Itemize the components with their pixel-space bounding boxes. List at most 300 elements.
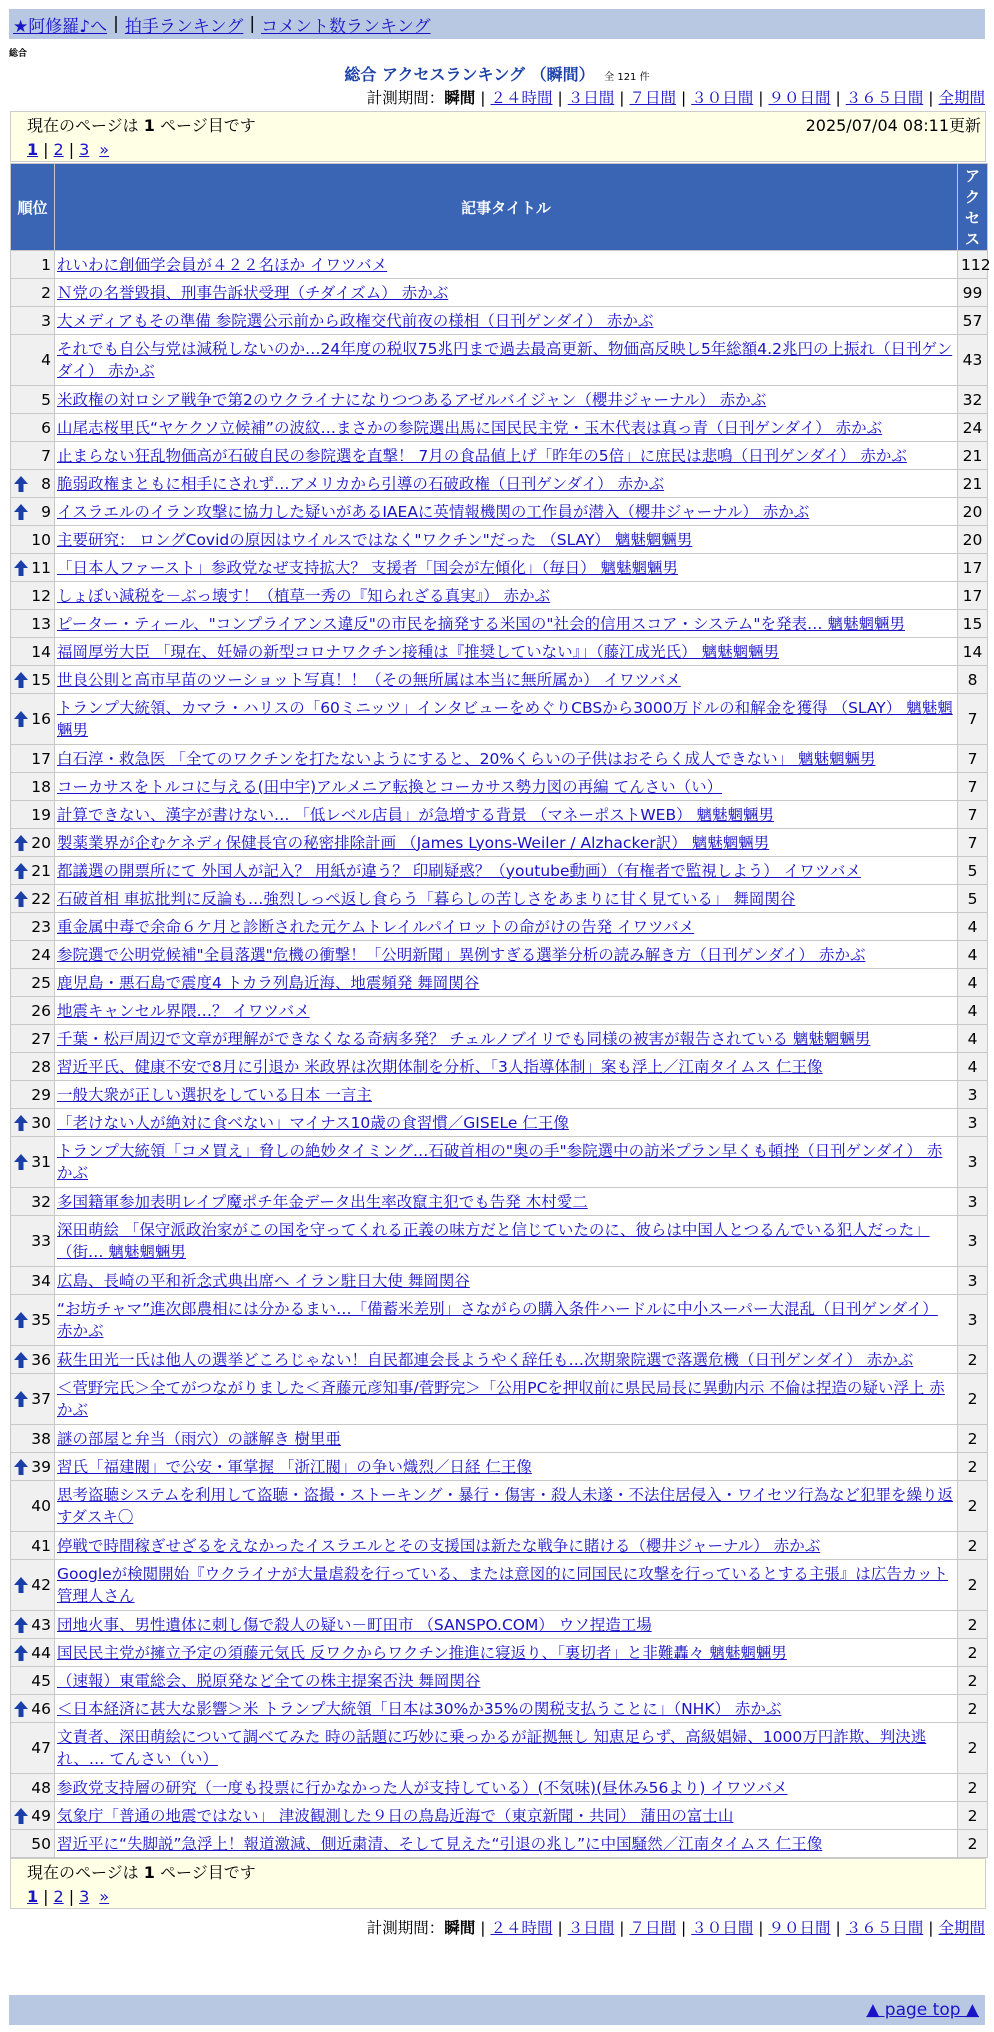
access-count: 2	[958, 1374, 988, 1425]
rank-number: 22	[31, 889, 51, 908]
article-title-link[interactable]: ＜菅野完氏＞全てがつながりました＜斉藤元彦知事/菅野完＞「公用PCを押収前に県民局長に異動内示 不倫は捏造の疑い浮上 赤かぶ	[57, 1379, 945, 1419]
period-separator: |	[480, 1919, 486, 1937]
title-cell	[55, 1774, 958, 1802]
period-option-link[interactable]: ３日間	[567, 1919, 615, 1937]
rank-cell	[11, 1267, 55, 1295]
pager-text-pre: 現在のページは	[27, 116, 144, 135]
article-title-link[interactable]: ＜日本経済に甚大な影響＞米 トランプ大統領「日本は30%か35%の関税支払うことに」（NHK） 赤かぶ	[57, 1699, 782, 1718]
period-option-link[interactable]: ９０日間	[768, 89, 831, 107]
rank-number: 32	[31, 1192, 51, 1211]
title-cell	[55, 582, 958, 610]
period-option-link[interactable]: ３０日間	[691, 89, 754, 107]
page-title	[0, 62, 994, 85]
pager-text-post: ページ目です	[154, 1863, 256, 1882]
rank-cell	[11, 1346, 55, 1374]
rank-cell	[11, 1295, 55, 1346]
rank-number: 38	[31, 1429, 51, 1448]
rank-cell	[11, 1025, 55, 1053]
pager-current-page: 1	[143, 1863, 155, 1882]
rank-header: 順位	[11, 164, 55, 251]
rank-number: 34	[31, 1271, 51, 1290]
table-row	[11, 1267, 988, 1295]
access-count: 4	[958, 969, 988, 997]
rank-number: 46	[31, 1699, 51, 1718]
article-title-link[interactable]: ピーター・ティール、"コンプライアンス違反"の市民を摘発する米国の"社会的信用スコア・システム"を発表… 魑魅魍魎男	[57, 614, 905, 633]
title-cell	[55, 610, 958, 638]
rank-up-arrow-icon	[14, 863, 28, 879]
rank-number: 36	[31, 1350, 51, 1369]
rank-cell	[11, 1639, 55, 1667]
pager-next-link[interactable]: »	[99, 1887, 110, 1906]
rank-number: 26	[31, 1001, 51, 1020]
title-cell	[55, 773, 958, 801]
article-title-link[interactable]: 多国籍軍参加表明レイプ魔ポチ年金データ出生率改竄主犯でも告発 木村愛二	[57, 1192, 588, 1211]
article-title-link[interactable]: 福岡厚労大臣 「現在、妊婦の新型コロナワクチン接種は『推奨していない』」（藤江成光氏） 魑魅魍魎男	[57, 642, 780, 661]
rank-cell	[11, 857, 55, 885]
rank-number: 48	[31, 1778, 51, 1797]
table-row	[11, 1611, 988, 1639]
access-count: 3	[958, 1267, 988, 1295]
period-separator: |	[557, 89, 563, 107]
pager-next-link[interactable]: »	[99, 140, 110, 159]
access-count: 20	[958, 498, 988, 526]
access-count: 112	[958, 251, 988, 279]
access-count: 4	[958, 1053, 988, 1081]
rank-up-arrow-icon	[14, 504, 28, 520]
table-row	[11, 997, 988, 1025]
pager-page-link[interactable]: 2	[53, 1887, 64, 1906]
table-row	[11, 1374, 988, 1425]
title-cell	[55, 526, 958, 554]
article-title-link[interactable]: 思考盗聴システムを利用して盗聴・盗撮・ストーキング・暴行・傷害・殺人未遂・不法住居侵入・ワイセツ行為など犯罪を繰り返すダスキ〇	[57, 1486, 954, 1526]
table-row	[11, 470, 988, 498]
rank-cell	[11, 1802, 55, 1830]
article-title-link[interactable]: 止まらない狂乱物価高が石破自民の参院選を直撃！ 7月の食品値上げ「昨年の5倍」に庶民は悲鳴（日刊ゲンダイ） 赤かぶ	[57, 446, 907, 465]
pager-page-link[interactable]: 1	[27, 140, 39, 159]
rank-cell	[11, 885, 55, 913]
pager-current-page: 1	[143, 116, 155, 135]
period-selector-bottom	[367, 1916, 985, 1938]
article-title-link[interactable]: しょぼい減税を－ぶっ壊す！（植草一秀の『知られざる真実』） 赤かぶ	[57, 586, 551, 605]
access-count: 2	[958, 1830, 988, 1858]
article-title-link[interactable]: 製薬業界が企むケネディ保健長官の秘密排除計画 （James Lyons-Weiler / Alzhacker訳） 魑魅魍魎男	[57, 833, 770, 852]
table-row	[11, 857, 988, 885]
nav-separator: |	[249, 14, 256, 34]
rank-cell	[11, 1830, 55, 1858]
pager-page-link[interactable]: 3	[79, 1887, 90, 1906]
title-cell	[55, 1723, 958, 1774]
period-label: 計測期間：	[366, 1919, 445, 1937]
rank-up-arrow-icon	[14, 1154, 28, 1170]
access-count: 3	[958, 1295, 988, 1346]
access-count: 43	[958, 335, 988, 386]
table-row	[11, 745, 988, 773]
pager-page-link[interactable]: 2	[53, 140, 64, 159]
rank-up-arrow-icon	[14, 835, 28, 851]
article-title-link[interactable]: Ｎ党の名誉毀損、刑事告訴状受理（チダイズム） 赤かぶ	[57, 283, 449, 302]
period-option-link[interactable]: ３６５日間	[845, 89, 924, 107]
access-count: 21	[958, 470, 988, 498]
period-separator: |	[681, 89, 687, 107]
article-title-link[interactable]: 白石淳・救急医 「全てのワクチンを打たないようにすると、20%くらいの子供はおそらく成人できない」 魑魅魍魎男	[57, 749, 876, 768]
article-title-link[interactable]: 計算できない、漢字が書けない… 「低レベル店員」が急増する背景 （マネーポストWEB） 魑魅魍魎男	[57, 805, 775, 824]
period-option-link[interactable]: 全期間	[938, 1919, 985, 1937]
title-cell	[55, 442, 958, 470]
rank-cell	[11, 1081, 55, 1109]
table-row	[11, 1667, 988, 1695]
pager-status-row	[27, 112, 985, 137]
access-count: 4	[958, 997, 988, 1025]
article-title-link[interactable]: Googleが検閲開始『ウクライナが大量虐殺を行っている、または意図的に同国民に攻撃を行っているとする主張』は広告カット 管理人さん	[57, 1565, 949, 1605]
table-row	[11, 279, 988, 307]
rank-cell	[11, 801, 55, 829]
rank-number: 41	[31, 1536, 51, 1555]
pager-links	[27, 1884, 985, 1909]
access-count: 7	[958, 745, 988, 773]
period-separator: |	[758, 89, 764, 107]
access-count: 4	[958, 941, 988, 969]
title-cell	[55, 1053, 958, 1081]
title-cell	[55, 1639, 958, 1667]
title-cell	[55, 1425, 958, 1453]
table-row	[11, 1532, 988, 1560]
article-title-link[interactable]: 習近平氏、健康不安で8月に引退か 米政界は次期体制を分析、「3人指導体制」案も浮上／江南タイムス 仁王像	[57, 1057, 823, 1076]
access-count: 32	[958, 386, 988, 414]
article-title-link[interactable]: （速報）東電総会、脱原発など全ての株主提案否決 舞岡関谷	[57, 1671, 481, 1690]
period-separator: |	[835, 89, 841, 107]
rank-number: 7	[41, 446, 51, 465]
home-link[interactable]: ★阿修羅♪へ	[13, 16, 108, 37]
rank-cell	[11, 1667, 55, 1695]
rank-cell	[11, 1611, 55, 1639]
rank-cell	[11, 554, 55, 582]
article-title-link[interactable]: 気象庁「普通の地震ではない」 津波観測した９日の鳥島近海で（東京新聞・共同） 蒲田の富士山	[57, 1806, 734, 1825]
access-count: 99	[958, 279, 988, 307]
page-top-link[interactable]: ▲ page top ▲	[866, 2000, 979, 2020]
title-cell	[55, 1025, 958, 1053]
title-cell	[55, 801, 958, 829]
article-title-link[interactable]: 団地火事、男性遺体に刺し傷で殺人の疑い－町田市 （SANSPO.COM） ウソ捏造工場	[57, 1615, 652, 1634]
pager-status-row	[27, 1859, 985, 1884]
pager-status	[27, 1860, 256, 1883]
rank-number: 9	[41, 502, 51, 521]
article-title-link[interactable]: トランプ大統領「コメ買え」脅しの絶妙タイミング…石破首相の"奥の手"参院選中の訪米プラン早くも頓挫（日刊ゲンダイ） 赤かぶ	[57, 1142, 943, 1182]
access-count: 8	[958, 666, 988, 694]
table-row	[11, 335, 988, 386]
access-count: 3	[958, 1109, 988, 1137]
bottom-bar	[9, 1995, 985, 2025]
period-option-link[interactable]: ７日間	[629, 1919, 676, 1937]
table-row	[11, 969, 988, 997]
rank-number: 15	[31, 670, 51, 689]
rank-up-arrow-icon	[14, 891, 28, 907]
rank-number: 39	[31, 1457, 51, 1476]
rank-number: 35	[31, 1311, 51, 1329]
table-row	[11, 1481, 988, 1532]
rank-cell	[11, 498, 55, 526]
rank-number: 5	[41, 390, 51, 409]
rank-cell	[11, 666, 55, 694]
article-title-link[interactable]: 習近平に“失脚説”急浮上！報道激減、側近粛清、そして見えた“引退の兆し”に中国騒然／江南タイムス 仁王像	[57, 1834, 823, 1853]
table-row	[11, 801, 988, 829]
period-separator: |	[928, 89, 934, 107]
access-count: 3	[958, 1216, 988, 1267]
article-title-link[interactable]: 地震キャンセル界隈…？ イワツバメ	[57, 1001, 310, 1020]
title-cell	[55, 745, 958, 773]
title-cell	[55, 694, 958, 745]
rank-cell	[11, 582, 55, 610]
article-title-link[interactable]: 広島、長崎の平和祈念式典出席へ イラン駐日大使 舞岡関谷	[57, 1271, 470, 1290]
article-title-link[interactable]: 都議選の開票所にて 外国人が記入？ 用紙が違う？ 印刷疑惑？（youtube動画）（有権者で監視しよう） イワツバメ	[57, 861, 861, 880]
access-count: 7	[958, 829, 988, 857]
title-cell	[55, 1374, 958, 1425]
rank-cell	[11, 610, 55, 638]
title-cell	[55, 1295, 958, 1346]
table-row	[11, 1081, 988, 1109]
rank-cell	[11, 997, 55, 1025]
table-row	[11, 1560, 988, 1611]
rank-cell	[11, 1560, 55, 1611]
table-row	[11, 386, 988, 414]
article-count: 全 121 件	[604, 72, 650, 83]
pager-separator: |	[43, 1887, 49, 1906]
period-option-link[interactable]: ２４時間	[490, 1919, 553, 1937]
article-title-link[interactable]: 米政権の対ロシア戦争で第2のウクライナになりつつあるアゼルバイジャン（櫻井ジャーナル） 赤かぶ	[57, 390, 767, 409]
access-count: 20	[958, 526, 988, 554]
access-count: 4	[958, 913, 988, 941]
access-count: 4	[958, 1025, 988, 1053]
rank-cell	[11, 526, 55, 554]
rank-number: 40	[31, 1497, 51, 1515]
rank-cell	[11, 773, 55, 801]
period-separator: |	[928, 1919, 934, 1937]
table-row	[11, 1695, 988, 1723]
nav-separator: |	[113, 14, 119, 34]
article-title-link[interactable]: 謎の部屋と弁当（雨穴）の謎解き 樹里亜	[57, 1429, 341, 1448]
access-count: 24	[958, 414, 988, 442]
rank-number: 37	[31, 1390, 51, 1408]
table-row	[11, 913, 988, 941]
title-cell	[55, 1611, 958, 1639]
rank-number: 42	[31, 1576, 51, 1594]
title-cell	[55, 913, 958, 941]
rank-cell	[11, 829, 55, 857]
pager-links	[27, 137, 985, 162]
table-row	[11, 694, 988, 745]
rank-up-arrow-icon	[14, 1459, 28, 1475]
access-count: 57	[958, 307, 988, 335]
article-title-link[interactable]: 深田萌絵 「保守派政治家がこの国を守ってくれる正義の味方だと信じていたのに、彼らは中国人とつるんでいる犯人だった」（街… 魑魅魍魎男	[57, 1221, 930, 1261]
period-separator: |	[835, 1919, 841, 1937]
access-count: 2	[958, 1453, 988, 1481]
article-title-link[interactable]: 脆弱政権まともに相手にされず…アメリカから引導の石破政権（日刊ゲンダイ） 赤かぶ	[57, 474, 665, 493]
title-cell	[55, 1081, 958, 1109]
article-title-link[interactable]: 参院選で公明党候補"全員落選"危機の衝撃！「公明新聞」異例すぎる選挙分析の読み解き方（日刊ゲンダイ） 赤かぶ	[57, 945, 866, 964]
access-count: 2	[958, 1774, 988, 1802]
table-row	[11, 1453, 988, 1481]
period-separator: |	[619, 1919, 625, 1937]
article-title-link[interactable]: 参政党支持層の研究（一度も投票に行かなかった人が支持している）(不気味)(昼休み56より) イワツバメ	[57, 1778, 788, 1797]
access-count: 2	[958, 1481, 988, 1532]
article-title-link[interactable]: トランプ大統領、カマラ・ハリスの「60ミニッツ」インタビューをめぐりCBSから3000万ドルの和解金を獲得 （SLAY） 魑魅魍魎男	[57, 699, 953, 739]
rank-number: 21	[31, 861, 51, 880]
access-count: 14	[958, 638, 988, 666]
rank-number: 8	[41, 474, 51, 493]
table-row	[11, 1188, 988, 1216]
rank-number: 25	[31, 973, 51, 992]
article-title-link[interactable]: イスラエルのイラン攻撃に協力した疑いがあるIAEAに英情報機関の工作員が潜入（櫻井ジャーナル） 赤かぶ	[57, 502, 810, 521]
pager-separator: |	[43, 140, 49, 159]
table-row	[11, 638, 988, 666]
rank-cell	[11, 442, 55, 470]
period-separator: |	[758, 1919, 764, 1937]
title-header: 記事タイトル	[55, 164, 958, 251]
title-cell	[55, 1346, 958, 1374]
access-count: 2	[958, 1667, 988, 1695]
title-cell	[55, 666, 958, 694]
article-title-link[interactable]: 「老けない人が絶対に食べない」マイナス10歳の食習慣／GISELe 仁王像	[57, 1113, 569, 1132]
rank-number: 28	[31, 1057, 51, 1076]
rank-number: 33	[31, 1232, 51, 1250]
table-row	[11, 1295, 988, 1346]
rank-cell	[11, 1481, 55, 1532]
pager-box-bottom	[10, 1858, 986, 1909]
article-title-link[interactable]: れいわに創価学会員が４２２名ほか イワツバメ	[57, 255, 388, 274]
title-cell	[55, 1560, 958, 1611]
title-cell	[55, 969, 958, 997]
access-count: 15	[958, 610, 988, 638]
title-cell	[55, 1532, 958, 1560]
table-row	[11, 251, 988, 279]
table-row	[11, 773, 988, 801]
rank-number: 4	[41, 351, 51, 369]
pager-separator: |	[68, 1887, 75, 1906]
table-row	[11, 1346, 988, 1374]
title-cell	[55, 857, 958, 885]
rank-cell	[11, 1188, 55, 1216]
rank-cell	[11, 335, 55, 386]
period-option-link[interactable]: 全期間	[938, 89, 985, 107]
article-title-link[interactable]: 文責者、深田萌絵について調べてみた 時の話題に巧妙に乗っかるが証拠無し 知恵足らず、高級娼婦、1000万円詐欺、判決逃れ、… てんさい（い）	[57, 1728, 927, 1768]
rank-cell	[11, 1453, 55, 1481]
access-count: 2	[958, 1532, 988, 1560]
table-row	[11, 941, 988, 969]
table-row	[11, 666, 988, 694]
rank-cell	[11, 941, 55, 969]
article-title-link[interactable]: 大メディアもその準備 参院選公示前から政権交代前夜の様相（日刊ゲンダイ） 赤かぶ	[57, 311, 654, 330]
table-row	[11, 1053, 988, 1081]
table-row	[11, 582, 988, 610]
article-title-link[interactable]: 世良公則と高市早苗のツーショット写真！！（その無所属は本当に無所属か） イワツバメ	[57, 670, 681, 689]
title-cell	[55, 1802, 958, 1830]
rank-up-arrow-icon	[14, 1312, 28, 1328]
rank-cell	[11, 1374, 55, 1425]
rank-number: 44	[31, 1643, 51, 1662]
rank-cell	[11, 470, 55, 498]
access-count: 17	[958, 582, 988, 610]
article-title-link[interactable]: 千葉・松戸周辺で文章が理解ができなくなる奇病多発？ チェルノブイリでも同様の被害が報告されている 魑魅魍魎男	[57, 1029, 871, 1048]
rank-cell	[11, 307, 55, 335]
access-count: 3	[958, 1137, 988, 1188]
article-title-link[interactable]: それでも自公与党は減税しないのか…24年度の税収75兆円まで過去最高更新、物価高反映し5年総額4.2兆円の上振れ（日刊ゲンダイ） 赤かぶ	[57, 340, 953, 380]
access-count: 2	[958, 1611, 988, 1639]
access-count: 2	[958, 1639, 988, 1667]
title-cell	[55, 1137, 958, 1188]
table-row	[11, 442, 988, 470]
access-header: アクセス	[958, 164, 988, 251]
rank-number: 45	[31, 1671, 51, 1690]
period-option-link[interactable]: ７日間	[629, 89, 676, 107]
article-title-link[interactable]: 主要研究： ロングCovidの原因はウイルスではなく"ワクチン"だった （SLAY） 魑魅魍魎男	[57, 530, 693, 549]
title-cell	[55, 1667, 958, 1695]
title-cell	[55, 638, 958, 666]
access-count: 7	[958, 773, 988, 801]
title-cell	[55, 1188, 958, 1216]
top-nav-bar	[9, 9, 985, 39]
access-count: 5	[958, 885, 988, 913]
pager-page-link[interactable]: 3	[79, 140, 90, 159]
table-row	[11, 610, 988, 638]
article-title-link[interactable]: 石破首相 車拡批判に反論も…強烈しっぺ返し食らう「暮らしの苦しさをあまりに甘く見ている」 舞岡関谷	[57, 889, 796, 908]
title-cell	[55, 885, 958, 913]
rank-cell	[11, 745, 55, 773]
period-option-link[interactable]: ９０日間	[768, 1919, 831, 1937]
rank-cell	[11, 1216, 55, 1267]
article-title-link[interactable]: 鹿児島・悪石島で震度4 トカラ列島近海、地震頻発 舞岡関谷	[57, 973, 480, 992]
article-title-link[interactable]: コーカサスをトルコに与える(田中宇)アルメニア転換とコーカサス勢力図の再編 てんさい（い）	[57, 777, 723, 796]
access-count: 7	[958, 694, 988, 745]
pager-page-link[interactable]: 1	[27, 1887, 39, 1906]
period-option-link[interactable]: ３日間	[567, 89, 615, 107]
rank-number: 30	[31, 1113, 51, 1132]
access-count: 17	[958, 554, 988, 582]
title-cell	[55, 554, 958, 582]
period-separator: |	[480, 89, 486, 107]
rank-up-arrow-icon	[14, 1808, 28, 1824]
article-title-link[interactable]: 習氏「福建閥」で公安・軍掌握 「浙江閥」の争い熾烈／日経 仁王像	[57, 1457, 532, 1476]
table-row	[11, 1425, 988, 1453]
title-cell	[55, 251, 958, 279]
period-option-link[interactable]: ３０日間	[691, 1919, 754, 1937]
rank-cell	[11, 1695, 55, 1723]
rank-number: 12	[31, 586, 51, 605]
title-cell	[55, 941, 958, 969]
article-title-link[interactable]: “お坊チャマ”進次郎農相には分かるまい…「備蓄米差別」さながらの購入条件ハードルに中小スーパー大混乱（日刊ゲンダイ） 赤かぶ	[57, 1300, 938, 1340]
rank-number: 49	[31, 1806, 51, 1825]
article-title-link[interactable]: 萩生田光一氏は他人の選挙どころじゃない！自民都連会長ようやく辞任も…次期衆院選で落選危機（日刊ゲンダイ） 赤かぶ	[57, 1350, 914, 1369]
rank-cell	[11, 414, 55, 442]
article-title-link[interactable]: 重金属中毒で余命６ケ月と診断された元ケムトレイルパイロットの命がけの告発 イワツバメ	[57, 917, 695, 936]
rank-number: 23	[31, 917, 51, 936]
article-title-link[interactable]: 山尾志桜里氏“ヤケクソ立候補”の波紋…まさかの参院選出馬に国民民主党・玉木代表は真っ青（日刊ゲンダイ） 赤かぶ	[57, 418, 883, 437]
article-title-link[interactable]: 一般大衆が正しい選択をしている日本 一言主	[57, 1085, 372, 1104]
period-option-link[interactable]: ３６５日間	[845, 1919, 924, 1937]
rank-up-arrow-icon	[14, 1577, 28, 1593]
period-option-link[interactable]: ２４時間	[490, 89, 553, 107]
comment-ranking-link[interactable]: コメント数ランキング	[261, 16, 431, 37]
rank-number: 18	[31, 777, 51, 796]
rank-cell	[11, 969, 55, 997]
rank-up-arrow-icon	[14, 1391, 28, 1407]
rank-cell	[11, 1425, 55, 1453]
clap-ranking-link[interactable]: 拍手ランキング	[124, 16, 244, 37]
table-row	[11, 829, 988, 857]
article-title-link[interactable]: 停戦で時間稼ぎせざるをえなかったイスラエルとその支援国は新たな戦争に賭ける（櫻井ジャーナル） 赤かぶ	[57, 1536, 821, 1555]
access-count: 2	[958, 1560, 988, 1611]
article-title-link[interactable]: 「日本人ファースト」参政党なぜ支持拡大？ 支援者「国会が左傾化」（毎日） 魑魅魍魎男	[57, 558, 679, 577]
rank-number: 47	[31, 1739, 51, 1757]
article-title-link[interactable]: 国民民主党が擁立予定の須藤元気氏 反ワクからワクチン推進に寝返り、「裏切者」と非難轟々 魑魅魍魎男	[57, 1643, 787, 1662]
